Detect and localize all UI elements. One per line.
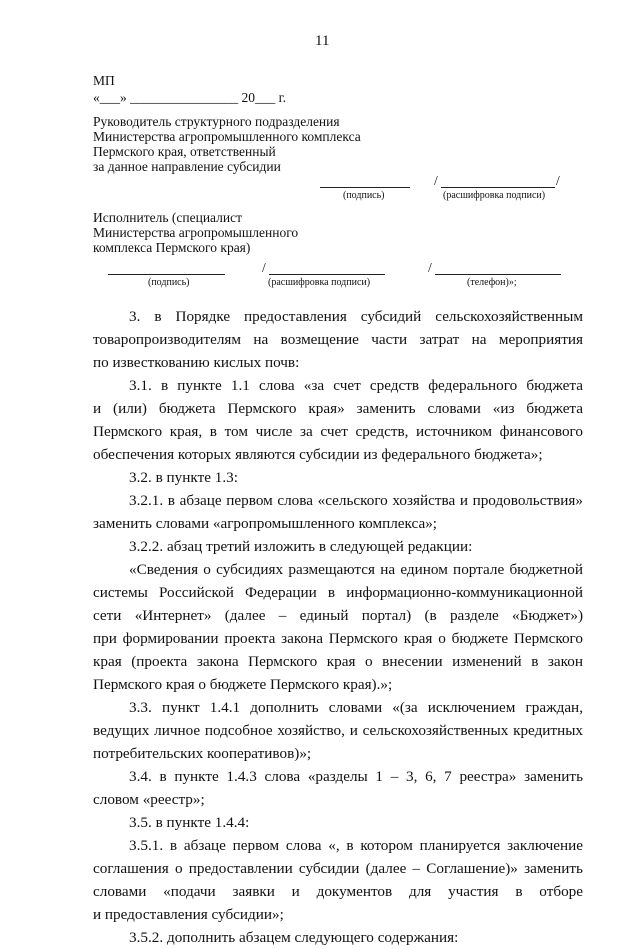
executor-phone-label: (телефон)»; bbox=[467, 277, 517, 288]
paragraph-line: 3.2.2. абзац третий изложить в следующей редакции: bbox=[129, 538, 473, 555]
head-title bbox=[93, 114, 361, 174]
head-slash-right: / bbox=[556, 173, 560, 188]
executor-title-line: комплекса Пермского края) bbox=[93, 240, 251, 255]
paragraph-line: 3. в Порядке предоставления субсидий сельскохозяйственным bbox=[129, 308, 583, 325]
executor-title-line: Министерства агропромышленного bbox=[93, 225, 299, 240]
head-slash-left: / bbox=[434, 173, 438, 188]
paragraph-line: 3.1. в пункте 1.1 слова «за счет средств федерального бюджета bbox=[129, 377, 583, 394]
paragraph-line: словами «подачи заявки и документов для участия в отборе bbox=[93, 883, 583, 900]
date-line: «___» ________________ 20___ г. bbox=[93, 90, 287, 105]
paragraph-line: Пермского края о бюджете Пермского края).»; bbox=[93, 676, 393, 693]
paragraph-line: при формировании проекта закона Пермского края о бюджете Пермского bbox=[93, 630, 583, 647]
page-number: 11 bbox=[315, 33, 330, 49]
paragraph-line: 3.5. в пункте 1.4.4: bbox=[129, 814, 250, 831]
paragraph-line: 3.4. в пункте 1.4.3 слова «разделы 1 – 3, 6, 7 реестра» заменить bbox=[129, 768, 583, 785]
executor-signature-line bbox=[108, 274, 225, 275]
paragraph-line: 3.5.1. в абзаце первом слова «, в котором планируется заключение bbox=[129, 837, 583, 854]
head-decode-label: (расшифровка подписи) bbox=[443, 190, 546, 201]
paragraph-line: сети «Интернет» (далее – единый портал) (в разделе «Бюджет») bbox=[93, 607, 583, 624]
executor-phone-line bbox=[435, 274, 561, 275]
paragraph-line: 3.2. в пункте 1.3: bbox=[129, 469, 238, 486]
paragraph-line: системы Российской Федерации в информационно-коммуникационной bbox=[93, 584, 583, 601]
paragraph-line: словом «реестр»; bbox=[93, 791, 205, 808]
paragraph-line: 3.3. пункт 1.4.1 дополнить словами «(за исключением граждан, bbox=[129, 699, 583, 716]
executor-title bbox=[93, 210, 298, 255]
paragraph-line: края (проекта закона Пермского края о внесении изменений в закон bbox=[93, 653, 583, 670]
paragraph-line: соглашения о предоставлении субсидии (далее – Соглашение)» заменить bbox=[93, 860, 583, 877]
paragraph-line: и предоставления субсидии»; bbox=[93, 906, 284, 923]
paragraph-line: заменить словами «агропромышленного комплекса»; bbox=[93, 515, 438, 532]
stamp-label: МП bbox=[93, 73, 115, 88]
head-decode-line bbox=[441, 187, 555, 188]
executor-title-line: Исполнитель (специалист bbox=[93, 210, 243, 225]
paragraph-line: 3.5.2. дополнить абзацем следующего содержания: bbox=[129, 929, 459, 946]
head-title-line: за данное направление субсидии bbox=[93, 159, 281, 174]
paragraph-line: по известкованию кислых почв: bbox=[93, 354, 300, 371]
head-signature-label: (подпись) bbox=[343, 190, 385, 201]
paragraph-line: потребительских кооперативов)»; bbox=[93, 745, 312, 762]
head-title-line: Пермского края, ответственный bbox=[93, 144, 276, 159]
executor-slash-1: / bbox=[262, 260, 266, 275]
executor-signature-label: (подпись) bbox=[148, 277, 190, 288]
head-signature-line bbox=[320, 187, 410, 188]
paragraph-line: обеспечения которых являются субсидии из федерального бюджета»; bbox=[93, 446, 543, 463]
head-title-line: Руководитель структурного подразделения bbox=[93, 114, 340, 129]
paragraph-line: и (или) бюджета Пермского края» заменить словами «из бюджета bbox=[93, 400, 583, 417]
paragraph-line: Пермского края, в том числе за счет средств, источником финансового bbox=[93, 423, 583, 440]
paragraph-line: «Сведения о субсидиях размещаются на едином портале бюджетной bbox=[129, 561, 583, 578]
executor-decode-line bbox=[269, 274, 385, 275]
executor-decode-label: (расшифровка подписи) bbox=[268, 277, 371, 288]
paragraph-line: товаропроизводителям на возмещение части затрат на мероприятия bbox=[93, 331, 583, 348]
executor-slash-2: / bbox=[428, 260, 432, 275]
amendments-text bbox=[93, 305, 583, 949]
paragraph-line: ведущих личное подсобное хозяйство, и сельскохозяйственных кредитных bbox=[93, 722, 583, 739]
paragraph-line: 3.2.1. в абзаце первом слова «сельского хозяйства и продовольствия» bbox=[129, 492, 583, 509]
head-title-line: Министерства агропромышленного комплекса bbox=[93, 129, 361, 144]
